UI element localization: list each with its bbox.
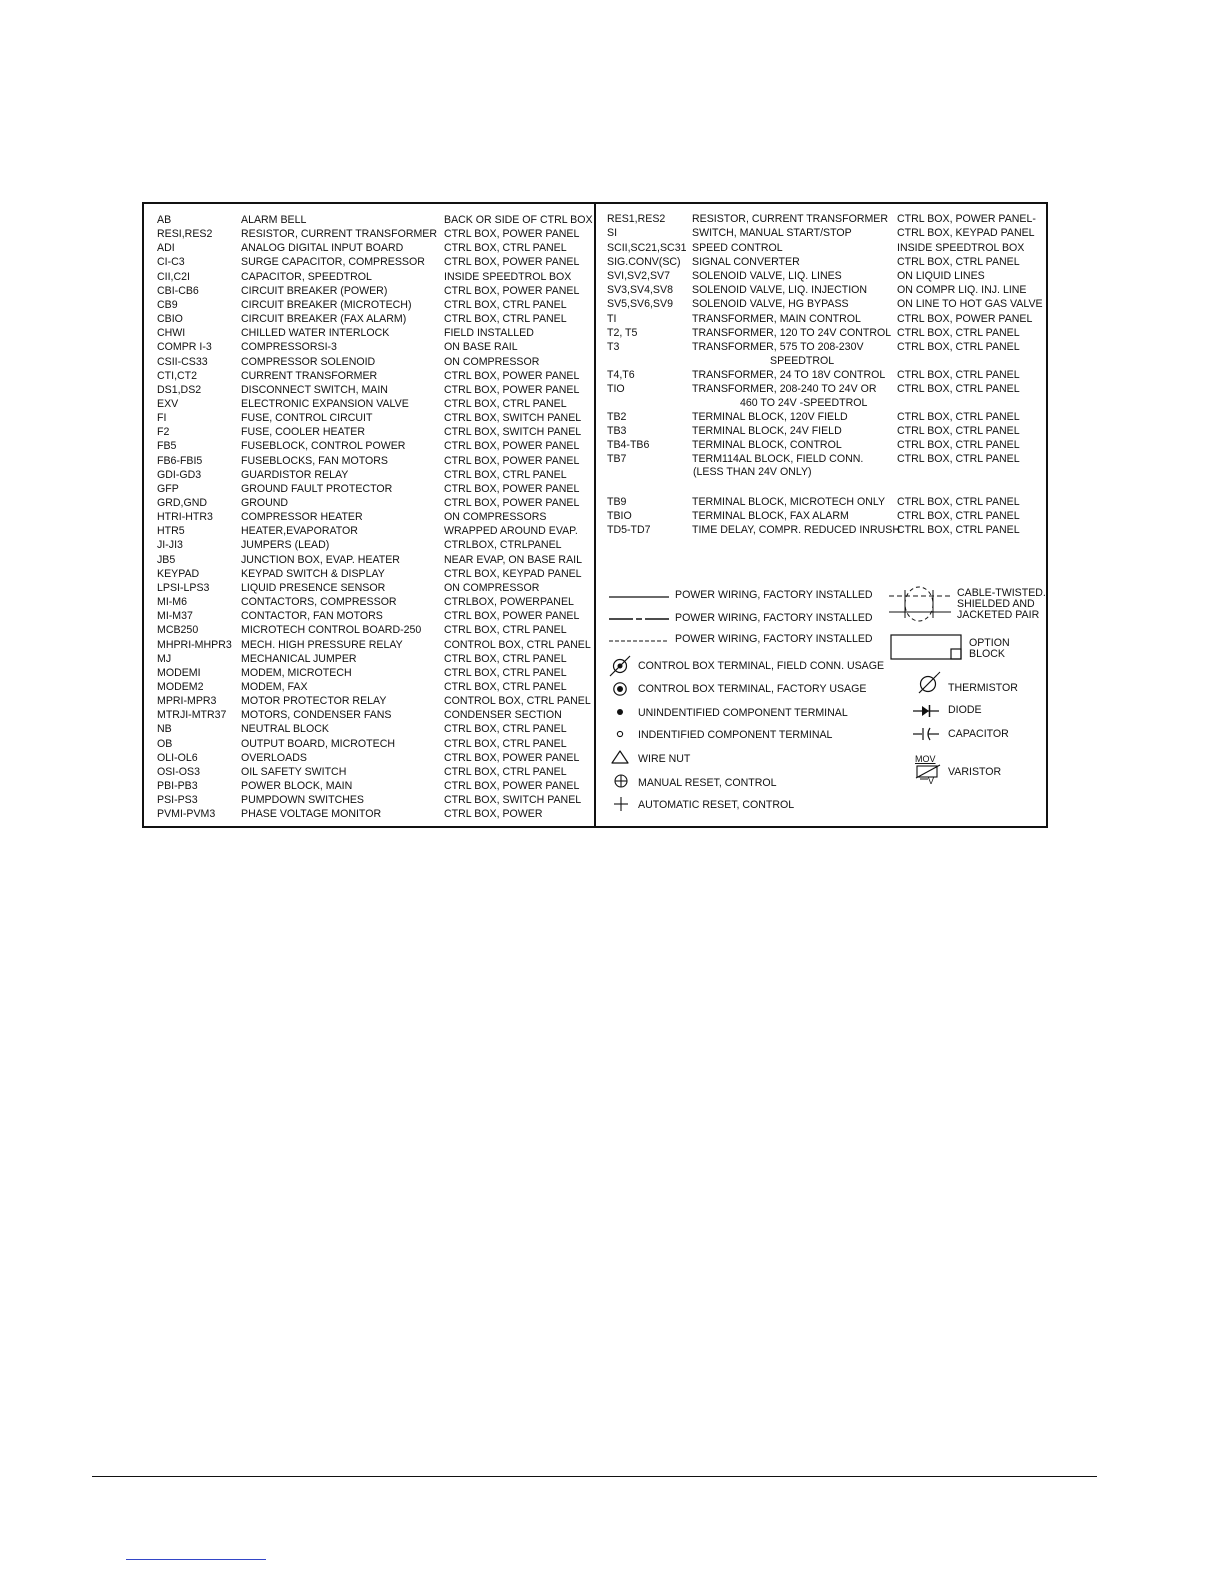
capacitor-label: CAPACITOR xyxy=(948,728,1009,740)
field-terminal-icon xyxy=(608,654,632,678)
cell-description: POWER BLOCK, MAIN xyxy=(241,780,353,792)
cell-location: CONDENSER SECTION xyxy=(444,709,562,722)
cell-designation: T2, T5 xyxy=(607,327,638,339)
cell-description: TRANSFORMER, MAIN CONTROL xyxy=(692,313,861,325)
cell-description: SOLENOID VALVE, LIQ. INJECTION xyxy=(692,284,868,296)
cell-description: CONTACTORS, COMPRESSOR xyxy=(241,596,397,609)
cell-designation: SVI,SV2,SV7 xyxy=(607,270,671,282)
cell-location: CTRL BOX, CTRL PANEL xyxy=(444,737,567,750)
cell-designation: JB5 xyxy=(157,553,176,566)
cell-location: CTRL BOX, CTRL PANEL xyxy=(444,242,567,255)
cell-designation: TBIO xyxy=(607,510,632,522)
wire-nut-icon xyxy=(610,749,630,765)
cell-description: TRANSFORMER, 24 TO 18V CONTROL xyxy=(692,369,886,381)
identified-terminal-label: INDENTIFIED COMPONENT TERMINAL xyxy=(638,729,833,741)
varistor-mark-top: MOV xyxy=(915,754,936,764)
cell-description: TERMINAL BLOCK, MICROTECH ONLY xyxy=(692,496,886,508)
cell-designation: CII,C2I xyxy=(157,270,190,283)
cell-designation: PVMI-PVM3 xyxy=(157,808,216,821)
cell-designation: TB9 xyxy=(607,496,627,508)
cell-designation: TB2 xyxy=(607,411,627,423)
cell-location: CTRL BOX, KEYPAD PANEL xyxy=(897,227,1035,239)
cell-location: FIELD INSTALLED xyxy=(444,327,534,340)
wire-nut-label: WIRE NUT xyxy=(638,753,691,765)
cell-description: COMPRESSOR HEATER xyxy=(241,511,363,524)
cell-location: CTRL BOX, POWER PANEL xyxy=(444,482,580,495)
cable-label-1: CABLE-TWISTED. xyxy=(957,587,1046,599)
cable-label-3: JACKETED PAIR xyxy=(957,609,1040,621)
cell-description: CONTACTOR, FAN MOTORS xyxy=(241,610,383,623)
cell-description: OUTPUT BOARD, MICROTECH xyxy=(241,737,396,750)
cell-location: INSIDE SPEEDTROL BOX xyxy=(897,242,1025,254)
cell-location: ON COMPRESSOR xyxy=(444,355,540,368)
cell-designation: PBI-PB3 xyxy=(157,780,198,792)
cell-description: FUSE, COOLER HEATER xyxy=(241,426,366,439)
cell-location: ON LIQUID LINES xyxy=(897,270,985,282)
cell-designation: FB5 xyxy=(157,440,177,453)
cell-designation: MI-M37 xyxy=(157,610,193,623)
cell-designation: NB xyxy=(157,723,172,736)
dash-dot-line-icon xyxy=(609,617,669,623)
cell-designation: JI-JI3 xyxy=(157,539,183,552)
footer-rule xyxy=(92,1476,1097,1477)
cell-designation: ADI xyxy=(157,242,175,255)
cell-location: CTRL BOX, POWER PANEL xyxy=(444,440,580,453)
cell-location: CTRL BOX, CTRL PANEL xyxy=(897,439,1020,451)
cell-designation: TB3 xyxy=(607,425,627,437)
cell-description: FUSEBLOCK, CONTROL POWER xyxy=(241,440,406,453)
cell-location: CTRL BOX, KEYPAD PANEL xyxy=(444,567,582,580)
cell-designation: KEYPAD xyxy=(157,567,200,580)
cell-designation: MJ xyxy=(157,652,172,665)
cell-description: TRANSFORMER, 120 TO 24V CONTROL xyxy=(692,327,892,339)
cell-designation: PSI-PS3 xyxy=(157,794,198,807)
cell-designation: MODEM2 xyxy=(157,680,204,693)
cell-location: CTRL BOX, SWITCH PANEL xyxy=(444,794,582,807)
cell-location: CTRL BOX, POWER PANEL xyxy=(897,313,1033,325)
open-dot-icon xyxy=(616,730,624,738)
cell-designation: SV3,SV4,SV8 xyxy=(607,284,673,296)
diode-label: DIODE xyxy=(948,704,982,716)
cell-location: ON BASE RAIL xyxy=(444,341,518,354)
cell-location: CONTROL BOX, CTRL PANEL xyxy=(444,638,591,651)
cell-location: CTRL BOX, CTRL PANEL xyxy=(897,411,1020,423)
cell-description: SIGNAL CONVERTER xyxy=(692,256,800,268)
cell-description: FUSE, CONTROL CIRCUIT xyxy=(241,412,373,425)
cell-designation: TI xyxy=(607,313,617,325)
cell-description: COMPRESSOR SOLENOID xyxy=(241,355,376,368)
cell-description: GROUND xyxy=(241,497,289,509)
cell-designation: MHPRI-MHPR3 xyxy=(157,638,232,651)
cell-designation: CTI,CT2 xyxy=(157,369,198,382)
dashed-line-icon xyxy=(609,639,669,645)
cell-designation: OLI-OL6 xyxy=(157,751,198,764)
cell-designation: CBI-CB6 xyxy=(157,284,199,297)
cell-location: CTRL BOX, CTRL PANEL xyxy=(897,524,1020,536)
cell-designation: TB7 xyxy=(607,453,627,465)
cell-description: JUNCTION BOX, EVAP. HEATER xyxy=(241,553,400,566)
cell-designation: AB xyxy=(157,214,172,226)
cell-designation: HTRI-HTR3 xyxy=(157,511,213,524)
cell-description: PUMPDOWN SWITCHES xyxy=(241,794,365,807)
cell-location: CTRLBOX, POWERPANEL xyxy=(444,596,574,609)
factory-terminal-icon xyxy=(612,681,628,697)
cell-designation: T4,T6 xyxy=(607,369,635,381)
cell-designation: CB9 xyxy=(157,298,178,311)
cell-designation: F2 xyxy=(157,426,170,439)
cell-designation: SCII,SC21,SC31 xyxy=(607,242,687,254)
capacitor-icon xyxy=(913,727,939,741)
option-block-icon xyxy=(890,634,964,662)
cell-location: INSIDE SPEEDTROL BOX xyxy=(444,270,572,283)
cell-designation: GDI-GD3 xyxy=(157,468,202,481)
cell-designation: COMPR I-3 xyxy=(157,341,212,354)
legend-box xyxy=(142,202,1048,828)
cell-description: MECHANICAL JUMPER xyxy=(241,652,357,665)
automatic-reset-icon xyxy=(614,797,628,811)
cell-location: CTRL BOX, CTRL PANEL xyxy=(897,256,1020,268)
cell-location: CTRL BOX, POWER PANEL xyxy=(444,751,580,764)
option-label-1: OPTION xyxy=(969,637,1010,649)
cell-description: MECH. HIGH PRESSURE RELAY xyxy=(241,638,403,651)
varistor-label: VARISTOR xyxy=(948,766,1002,778)
footer-link-underline xyxy=(126,1559,266,1560)
twisted-cable-icon xyxy=(889,578,951,628)
cell-location: BACK OR SIDE OF CTRL BOX xyxy=(444,214,593,226)
cell-designation: CHWI xyxy=(157,327,186,340)
cell-location: CONTROL BOX, CTRL PANEL xyxy=(444,695,591,708)
thermistor-label: THERMISTOR xyxy=(948,682,1018,694)
manual-reset-icon xyxy=(613,773,629,789)
cell-description: NEUTRAL BLOCK xyxy=(241,723,329,736)
wire-dashdot-label: POWER WIRING, FACTORY INSTALLED xyxy=(675,612,873,624)
terminal-factory-label: CONTROL BOX TERMINAL, FACTORY USAGE xyxy=(638,683,867,695)
cell-description: CIRCUIT BREAKER (MICROTECH) xyxy=(241,298,412,311)
cell-designation: RES1,RES2 xyxy=(607,213,666,225)
cell-description: CAPACITOR, SPEEDTROL xyxy=(241,270,372,283)
varistor-mark-bottom: V xyxy=(928,776,935,786)
cell-description: SPEED CONTROL xyxy=(692,242,783,254)
cell-designation: MTRJI-MTR37 xyxy=(157,709,227,722)
cell-location: CTRL BOX, CTRL PANEL xyxy=(444,468,567,481)
cell-description: CURRENT TRANSFORMER xyxy=(241,369,378,382)
cell-description: ALARM BELL xyxy=(241,214,307,226)
cell-description: CIRCUIT BREAKER (FAX ALARM) xyxy=(241,313,407,326)
cell-description: TRANSFORMER, 575 TO 208-230V xyxy=(692,341,864,353)
wire-solid-label: POWER WIRING, FACTORY INSTALLED xyxy=(675,589,873,601)
cell-description: OVERLOADS xyxy=(241,751,307,764)
cell-description: MICROTECH CONTROL BOARD-250 xyxy=(241,624,422,637)
cable-label-2: SHIELDED AND xyxy=(957,598,1035,610)
t3-continuation: SPEEDTROL xyxy=(770,355,835,367)
cell-location: CTRL BOX, CTRL PANEL xyxy=(897,510,1020,522)
cell-description: GROUND FAULT PROTECTOR xyxy=(241,482,393,495)
cell-description: TERMINAL BLOCK, 24V FIELD xyxy=(692,425,842,437)
cell-location: CTRL BOX, CTRL PANEL xyxy=(444,624,567,637)
cell-designation: T3 xyxy=(607,341,620,353)
cell-designation: MI-M6 xyxy=(157,596,188,609)
cell-description: MOTORS, CONDENSER FANS xyxy=(241,709,392,722)
cell-description: SURGE CAPACITOR, COMPRESSOR xyxy=(241,256,425,269)
cell-description: COMPRESSORSI-3 xyxy=(241,341,337,354)
cell-location: ON COMPRESSOR xyxy=(444,581,540,594)
cell-designation: SI xyxy=(607,227,618,239)
cell-location: CTRL BOX, CTRL PANEL xyxy=(897,383,1020,395)
cell-description: TERMINAL BLOCK, CONTROL xyxy=(692,439,842,451)
cell-description: LIQUID PRESENCE SENSOR xyxy=(241,581,386,594)
cell-location: CTRL BOX, POWER PANEL- xyxy=(897,213,1036,225)
cell-description: KEYPAD SWITCH & DISPLAY xyxy=(241,567,385,580)
cell-location: ON COMPRESSORS xyxy=(444,511,547,524)
cell-description: HEATER,EVAPORATOR xyxy=(241,525,358,538)
automatic-reset-label: AUTOMATIC RESET, CONTROL xyxy=(638,799,795,811)
cell-location: CTRL BOX, CTRL PANEL xyxy=(444,397,567,410)
cell-location: NEAR EVAP, ON BASE RAIL xyxy=(444,553,582,566)
cell-location: CTRL BOX, POWER PANEL xyxy=(444,228,580,241)
cell-designation: CBIO xyxy=(157,313,183,326)
tb7-continuation: (LESS THAN 24V ONLY) xyxy=(693,466,812,478)
cell-location: CTRL BOX, CTRL PANEL xyxy=(897,369,1020,381)
cell-description: FUSEBLOCKS, FAN MOTORS xyxy=(241,454,388,467)
cell-description: SOLENOID VALVE, HG BYPASS xyxy=(692,298,849,310)
cell-location: CTRL BOX, CTRL PANEL xyxy=(444,666,567,679)
cell-designation: FB6-FBI5 xyxy=(157,454,203,467)
cell-location: CTRL BOX, CTRL PANEL xyxy=(444,765,567,778)
cell-location: CTRL BOX, SWITCH PANEL xyxy=(444,412,582,425)
cell-designation: GFP xyxy=(157,482,179,495)
cell-description: GUARDISTOR RELAY xyxy=(241,468,349,481)
cell-location: CTRL BOX, POWER PANEL xyxy=(444,780,580,792)
option-label-2: BLOCK xyxy=(969,648,1005,660)
cell-designation: RESI,RES2 xyxy=(157,228,213,241)
solid-line-icon xyxy=(609,595,669,601)
cell-designation: SV5,SV6,SV9 xyxy=(607,298,673,310)
cell-description: TRANSFORMER, 208-240 TO 24V OR xyxy=(692,383,877,395)
cell-description: MOTOR PROTECTOR RELAY xyxy=(241,695,387,708)
cell-description: RESISTOR, CURRENT TRANSFORMER xyxy=(241,228,438,241)
cell-description: CHILLED WATER INTERLOCK xyxy=(241,327,390,340)
cell-designation: EXV xyxy=(157,397,179,410)
cell-designation: CSII-CS33 xyxy=(157,355,208,368)
tio-continuation: 460 TO 24V -SPEEDTROL xyxy=(740,397,868,409)
cell-location: ON COMPR LIQ. INJ. LINE xyxy=(897,284,1027,296)
cell-designation: SIG.CONV(SC) xyxy=(607,256,681,268)
cell-description: SOLENOID VALVE, LIQ. LINES xyxy=(692,270,842,282)
cell-description: MODEM, FAX xyxy=(241,680,308,693)
manual-reset-label: MANUAL RESET, CONTROL xyxy=(638,777,777,789)
unidentified-terminal-label: UNINDENTIFIED COMPONENT TERMINAL xyxy=(638,707,848,719)
cell-location: CTRL BOX, CTRL PANEL xyxy=(897,496,1020,508)
legend-divider xyxy=(594,204,596,826)
cell-location: CTRL BOX, CTRL PANEL xyxy=(444,723,567,736)
cell-location: CTRL BOX, CTRL PANEL xyxy=(897,341,1020,353)
cell-location: CTRL BOX, CTRL PANEL xyxy=(897,453,1020,465)
cell-location: WRAPPED AROUND EVAP. xyxy=(444,525,578,538)
cell-location: CTRLBOX, CTRLPANEL xyxy=(444,539,562,552)
cell-location: CTRL BOX, POWER PANEL xyxy=(444,497,580,509)
cell-designation: HTR5 xyxy=(157,525,185,538)
cell-description: MODEM, MICROTECH xyxy=(241,666,352,679)
cell-description: TERMINAL BLOCK, FAX ALARM xyxy=(692,510,849,522)
diode-icon xyxy=(913,704,939,718)
cell-designation: TD5-TD7 xyxy=(607,524,651,536)
cell-designation: OSI-OS3 xyxy=(157,765,200,778)
cell-designation: FI xyxy=(157,412,167,425)
cell-description: CIRCUIT BREAKER (POWER) xyxy=(241,284,388,297)
cell-location: CTRL BOX, CTRL PANEL xyxy=(444,680,567,693)
cell-location: CTRL BOX, POWER PANEL xyxy=(444,284,580,297)
cell-designation: OB xyxy=(157,737,173,750)
cell-description: DISCONNECT SWITCH, MAIN xyxy=(241,383,388,396)
cell-location: CTRL BOX, CTRL PANEL xyxy=(444,652,567,665)
cell-designation: LPSI-LPS3 xyxy=(157,581,210,594)
filled-dot-icon xyxy=(616,708,624,716)
cell-description: OIL SAFETY SWITCH xyxy=(241,765,347,778)
wire-dashed-label: POWER WIRING, FACTORY INSTALLED xyxy=(675,633,873,645)
cell-location: CTRL BOX, POWER PANEL xyxy=(444,454,580,467)
cell-description: ANALOG DIGITAL INPUT BOARD xyxy=(241,242,404,255)
cell-description: ELECTRONIC EXPANSION VALVE xyxy=(241,397,409,410)
cell-designation: TIO xyxy=(607,383,625,395)
cell-description: PHASE VOLTAGE MONITOR xyxy=(241,808,382,821)
cell-location: ON LINE TO HOT GAS VALVE xyxy=(897,298,1043,310)
cell-location: CTRL BOX, POWER PANEL xyxy=(444,369,580,382)
cell-description: RESISTOR, CURRENT TRANSFORMER xyxy=(692,213,889,225)
cell-location: CTRL BOX, CTRL PANEL xyxy=(444,313,567,326)
cell-location: CTRL BOX, POWER xyxy=(444,808,543,821)
cell-location: CTRL BOX, CTRL PANEL xyxy=(897,327,1020,339)
cell-designation: MODEMI xyxy=(157,666,201,679)
cell-location: CTRL BOX, SWITCH PANEL xyxy=(444,426,582,439)
cell-location: CTRL BOX, POWER PANEL xyxy=(444,256,580,269)
cell-designation: MPRI-MPR3 xyxy=(157,695,217,708)
terminal-field-label: CONTROL BOX TERMINAL, FIELD CONN. USAGE xyxy=(638,660,885,672)
cell-description: TERM114AL BLOCK, FIELD CONN. xyxy=(692,453,864,465)
cell-description: TIME DELAY, COMPR. REDUCED INRUSH xyxy=(692,524,900,536)
cell-designation: GRD,GND xyxy=(157,497,208,509)
cell-designation: DS1,DS2 xyxy=(157,383,202,396)
cell-location: CTRL BOX, POWER PANEL xyxy=(444,610,580,623)
cell-designation: CI-C3 xyxy=(157,256,185,269)
cell-designation: TB4-TB6 xyxy=(607,439,650,451)
cell-designation: MCB250 xyxy=(157,624,199,637)
cell-description: JUMPERS (LEAD) xyxy=(241,539,330,552)
cell-location: CTRL BOX, CTRL PANEL xyxy=(444,298,567,311)
cell-description: SWITCH, MANUAL START/STOP xyxy=(692,227,852,239)
cell-location: CTRL BOX, POWER PANEL xyxy=(444,383,580,396)
thermistor-icon xyxy=(916,670,942,696)
cell-location: CTRL BOX, CTRL PANEL xyxy=(897,425,1020,437)
cell-description: TERMINAL BLOCK, 120V FIELD xyxy=(692,411,848,423)
